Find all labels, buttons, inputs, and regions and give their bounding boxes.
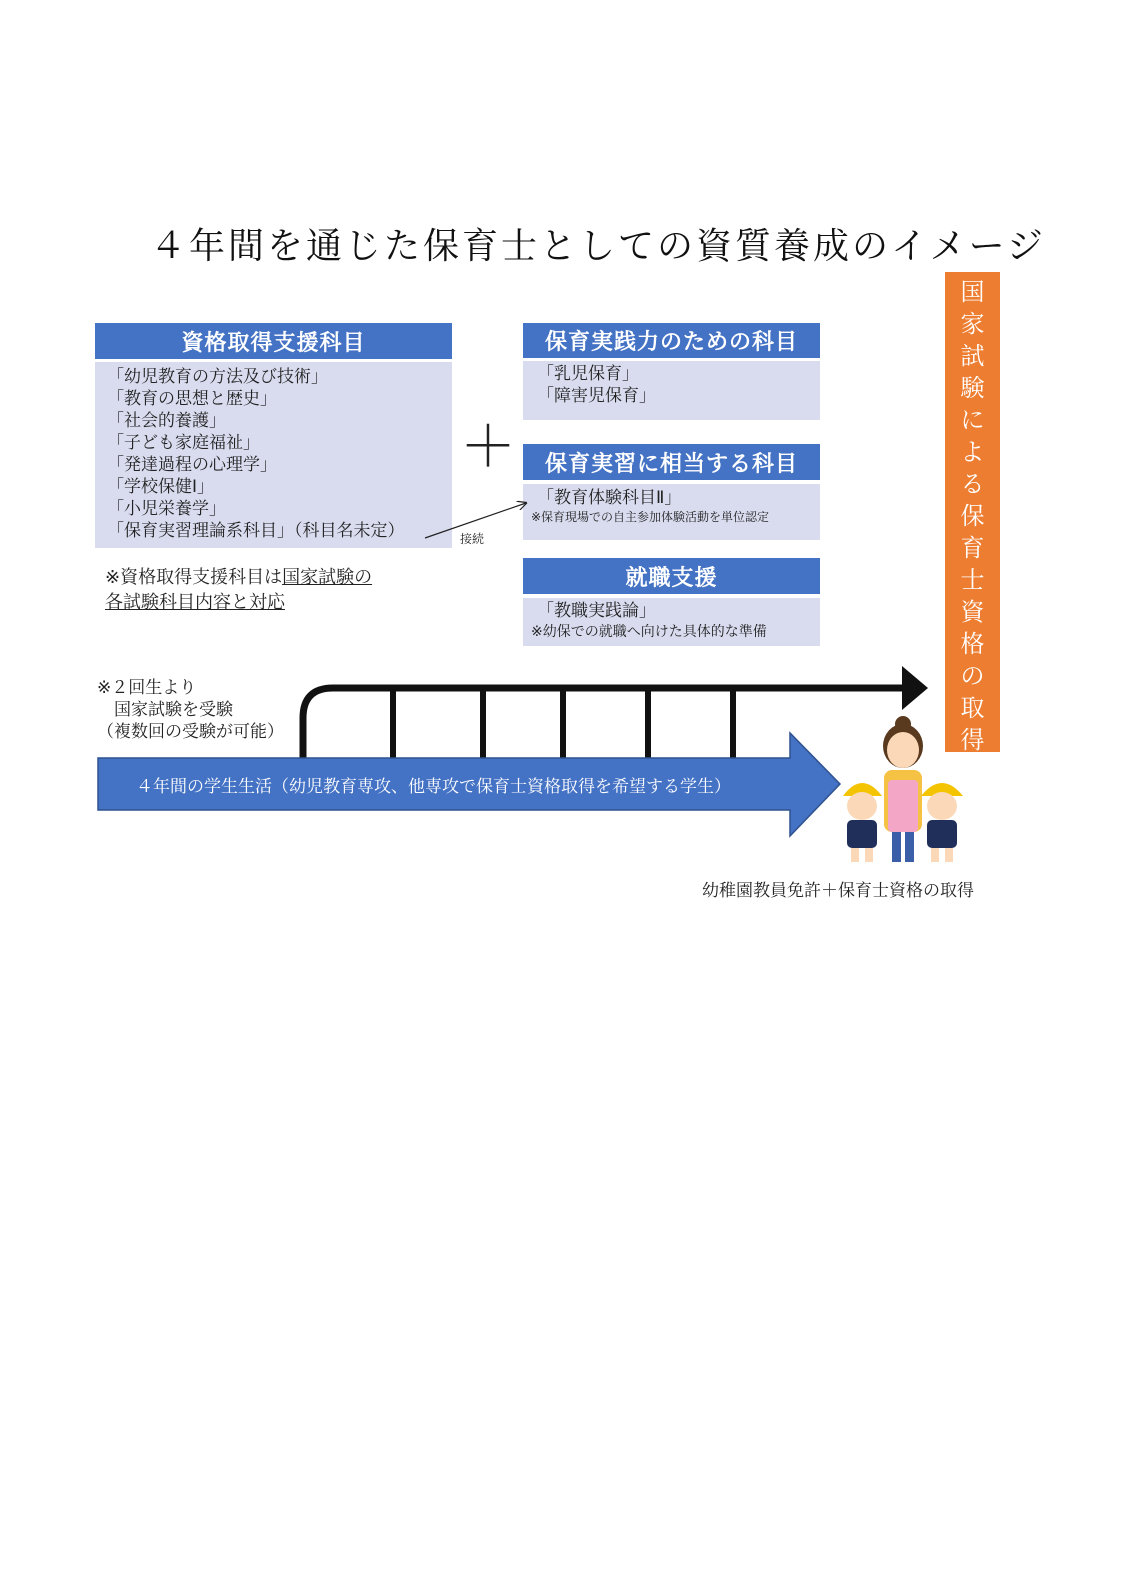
child-illustration: [921, 783, 963, 862]
subject-item: 「保育実習理論系科目」（科目名未定）: [107, 521, 405, 541]
result-label: 幼稚園教員免許＋保育士資格の取得: [702, 881, 974, 901]
vertical-label-char: 士: [960, 566, 985, 594]
exam-note-line: （複数回の受験が可能）: [97, 722, 284, 742]
subject-item: 「学校保健Ⅰ」: [107, 477, 215, 497]
subject-item: 「幼児教育の方法及び技術」: [107, 367, 328, 387]
subject-item: 「子ども家庭福祉」: [107, 433, 260, 453]
vertical-label-char: 得: [960, 726, 985, 754]
vertical-label-char: 保: [960, 502, 985, 530]
training-block-header: 保育実習に相当する科目: [523, 444, 820, 480]
subject-item: 「障害児保育」: [537, 386, 656, 406]
vertical-label-char: に: [960, 406, 985, 434]
left-block-header: 資格取得支援科目: [95, 323, 452, 359]
vertical-label-char: の: [960, 662, 985, 690]
plus-sign: ＋: [460, 415, 516, 480]
timeline-arrowhead: [902, 666, 928, 710]
page-title: ４年間を通じた保育士としての資質養成のイメージ: [150, 226, 1046, 267]
teacher-illustration: [883, 716, 923, 862]
connect-label: 接続: [460, 532, 485, 546]
subject-item: 「乳児保育」: [537, 364, 639, 384]
job-note: ※幼保での就職へ向けた具体的な準備: [531, 624, 767, 640]
child-illustration: [843, 783, 882, 862]
job-item: 「教職実践論」: [537, 601, 656, 621]
left-block-note: ※資格取得支援科目は国家試験の 各試験科目内容と対応: [105, 567, 373, 613]
subject-item: 「教育の思想と歴史」: [107, 389, 277, 409]
vertical-label-char: よ: [960, 438, 985, 466]
student-life-label: ４年間の学生生活（幼児教育専攻、他専攻で保育士資格取得を希望する学生）: [136, 777, 731, 797]
vertical-label-char: 試: [960, 342, 985, 370]
exam-note-line: ※２回生より: [97, 678, 197, 698]
connect-arrow: [425, 503, 526, 538]
practice-block-header: 保育実践力のための科目: [523, 323, 820, 358]
exam-note: [97, 677, 284, 743]
subject-item: 「社会的養護」: [107, 411, 226, 431]
vertical-label-char: 取: [960, 694, 985, 722]
subject-item: 「小児栄養学」: [107, 499, 226, 519]
vertical-label-char: る: [960, 470, 985, 498]
subject-item: 「発達過程の心理学」: [107, 455, 277, 475]
vertical-label-char: 育: [960, 534, 985, 562]
vertical-label-char: 国: [960, 278, 985, 306]
vertical-label-char: 家: [960, 310, 985, 338]
vertical-label-char: 験: [960, 374, 985, 402]
training-item: 「教育体験科目Ⅱ」: [537, 488, 682, 508]
training-note: ※保育現場での自主参加体験活動を単位認定: [531, 510, 770, 524]
vertical-label-char: 格: [960, 630, 985, 658]
job-block-header: 就職支援: [523, 558, 820, 594]
exam-note-line: 国家試験を受験: [97, 700, 233, 720]
vertical-label-char: 資: [960, 598, 985, 626]
